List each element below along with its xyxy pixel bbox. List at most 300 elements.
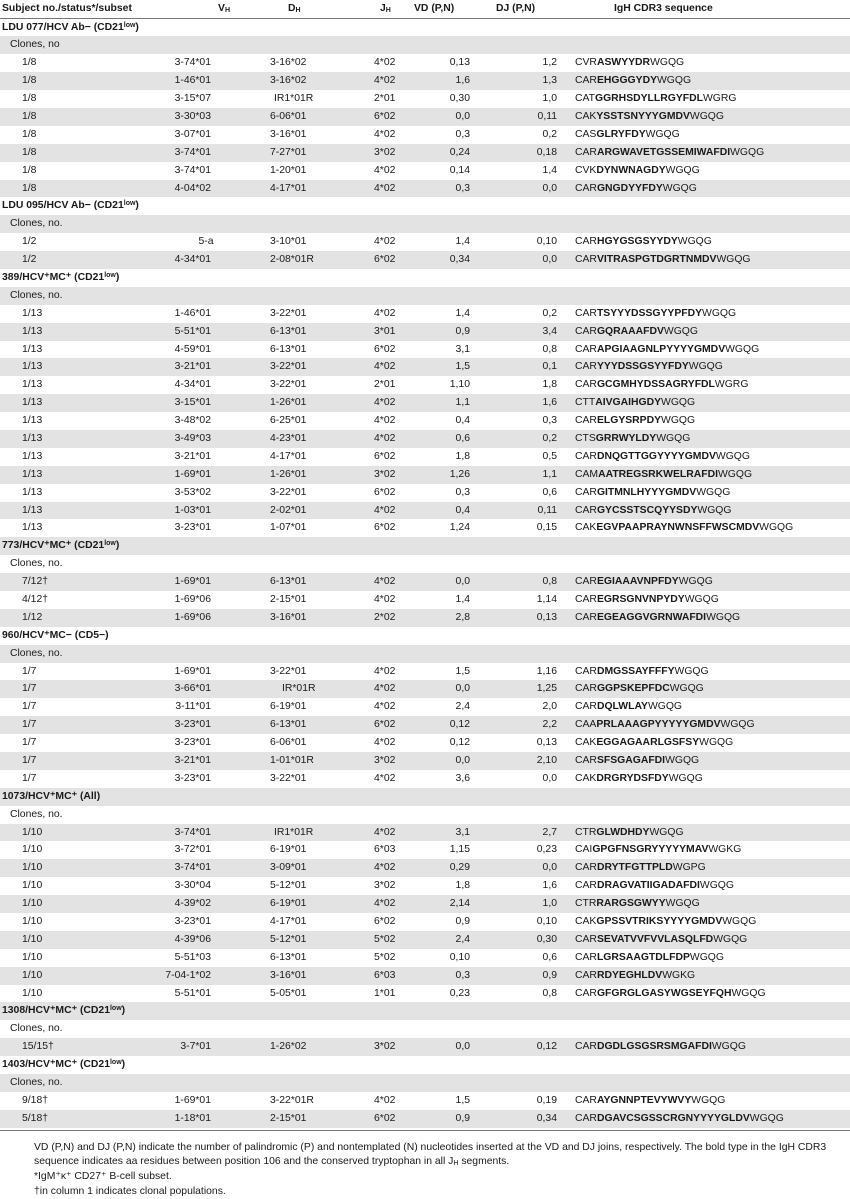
- cdr3-core: GRRWYLDY: [596, 433, 656, 444]
- jh-gene: 4*02: [374, 698, 395, 716]
- cdr3-sequence: [575, 985, 766, 1003]
- cdr3-sequence: [575, 466, 752, 484]
- vd-pn: 0,3: [456, 180, 470, 198]
- cdr3-sequence: [575, 609, 740, 627]
- dj-pn: 0,12: [537, 1038, 557, 1056]
- clone-fraction: 1/7: [22, 698, 36, 716]
- vh-gene: 3-30*03: [175, 108, 211, 126]
- cdr3-suffix: WGQG: [706, 612, 740, 623]
- cdr3-sequence: [575, 824, 684, 842]
- group-title-tail: ): [116, 272, 119, 283]
- cdr3-suffix: WGKG: [662, 970, 695, 981]
- vh-gene: 4-34*01: [175, 376, 211, 394]
- clone-fraction: 1/13: [22, 430, 42, 448]
- jh-gene: 4*02: [374, 180, 395, 198]
- clone-fraction: 1/7: [22, 752, 36, 770]
- cdr3-suffix: WGQG: [750, 1113, 784, 1124]
- cdr3-prefix: CAR: [575, 612, 597, 623]
- vh-gene: 5-51*01: [175, 985, 211, 1003]
- vh-gene: 4-39*06: [175, 931, 211, 949]
- cdr3-sequence: [575, 108, 724, 126]
- vd-pn: 0,12: [450, 716, 470, 734]
- clones-label-row: [0, 215, 850, 233]
- vh-gene: 1-18*01: [175, 1110, 211, 1128]
- clone-fraction: 1/2: [22, 233, 36, 251]
- footnote-dagger: †in column 1 indicates clonal populations.: [22, 1185, 832, 1199]
- cdr3-sequence: [575, 967, 695, 985]
- table-row: [0, 394, 850, 412]
- table-row: [0, 824, 850, 842]
- vh-gene: 3-23*01: [175, 770, 211, 788]
- vh-gene: 1-03*01: [175, 502, 211, 520]
- table-row: [0, 162, 850, 180]
- cdr3-core: DYNWNAGDY: [596, 165, 665, 176]
- cdr3-suffix: WGQG: [657, 75, 691, 86]
- vd-pn: 0,14: [450, 162, 470, 180]
- cdr3-prefix: CTT: [575, 397, 595, 408]
- cdr3-core: LGRSAAGTDLFDP: [597, 952, 690, 963]
- vd-pn: 0,10: [450, 949, 470, 967]
- cdr3-suffix: WGKG: [708, 844, 741, 855]
- group-title: [0, 788, 850, 806]
- dh-gene: 6-19*01: [270, 698, 306, 716]
- cdr3-suffix: WGQG: [663, 183, 697, 194]
- clones-label-row: [0, 287, 850, 305]
- clone-fraction: 1/13: [22, 394, 42, 412]
- cdr3-prefix: CAR: [575, 701, 597, 712]
- cdr3-suffix: WGQG: [702, 308, 736, 319]
- dh-gene: 3-22*01R: [270, 1092, 314, 1110]
- jh-gene: 4*02: [374, 430, 395, 448]
- cdr3-suffix: WGQG: [646, 129, 680, 140]
- group-title: [0, 1002, 850, 1020]
- cdr3-core: DRAGVATIIGADAFDI: [597, 880, 700, 891]
- clone-fraction: 1/10: [22, 859, 42, 877]
- cdr3-sequence: [575, 752, 699, 770]
- group-title-text: LDU 095/HCV Ab− (CD21: [2, 200, 124, 211]
- cdr3-sequence: [575, 412, 695, 430]
- table-row: [0, 573, 850, 591]
- cdr3-suffix: WGQG: [721, 719, 755, 730]
- dj-pn: 1,25: [537, 680, 557, 698]
- dj-pn: 1,0: [543, 90, 557, 108]
- cdr3-sequence: [575, 913, 756, 931]
- jh-gene: 4*02: [374, 305, 395, 323]
- cdr3-prefix: CTS: [575, 433, 596, 444]
- vh-gene: 3-49*03: [175, 430, 211, 448]
- cdr3-suffix: WGQG: [665, 755, 699, 766]
- jh-gene: 4*02: [374, 54, 395, 72]
- clones-label-row: [0, 36, 850, 54]
- dj-pn: 0,11: [538, 108, 557, 126]
- jh-gene: 4*02: [374, 394, 395, 412]
- table-row: [0, 1038, 850, 1056]
- table-row: [0, 698, 850, 716]
- clone-fraction: 1/13: [22, 358, 42, 376]
- dj-pn: 1,0: [543, 895, 557, 913]
- clones-label: Clones, no.: [10, 809, 63, 820]
- table-row: [0, 484, 850, 502]
- jh-gene: 4*02: [374, 824, 395, 842]
- vh-gene: 3-21*01: [175, 752, 211, 770]
- jh-gene: 4*02: [374, 591, 395, 609]
- clone-fraction: 1/13: [22, 519, 42, 537]
- vh-gene: 1-69*01: [175, 1092, 211, 1110]
- cdr3-core: DQLWLAY: [597, 701, 648, 712]
- jh-gene: 6*02: [374, 1110, 395, 1128]
- jh-gene: 3*02: [374, 752, 395, 770]
- table-row: [0, 859, 850, 877]
- cdr3-sequence: [575, 144, 764, 162]
- cdr3-core: GFGRGLGASYWGSEYFQH: [597, 988, 732, 999]
- vh-gene: 3-07*01: [175, 126, 211, 144]
- jh-gene: 6*02: [374, 448, 395, 466]
- vd-pn: 0,3: [456, 126, 470, 144]
- cdr3-sequence: [575, 1038, 746, 1056]
- dj-pn: 0,6: [543, 949, 557, 967]
- vh-gene: 1-69*01: [175, 663, 211, 681]
- table-row: [0, 519, 850, 537]
- table-row: [0, 90, 850, 108]
- dj-pn: 2,0: [543, 698, 557, 716]
- cdr3-suffix: WGQG: [679, 576, 713, 587]
- clones-label-row: [0, 1020, 850, 1038]
- clone-fraction: 1/13: [22, 376, 42, 394]
- jh-gene: 3*02: [374, 877, 395, 895]
- dj-pn: 0,3: [543, 412, 557, 430]
- cdr3-suffix: WGQG: [759, 522, 793, 533]
- cdr3-sequence: [575, 484, 730, 502]
- cdr3-suffix: WGQG: [691, 1095, 725, 1106]
- vh-gene: 1-69*06: [175, 591, 211, 609]
- vd-pn: 0,13: [450, 54, 470, 72]
- vd-pn: 0,9: [456, 323, 470, 341]
- clones-label: Clones, no.: [10, 1023, 63, 1034]
- cdr3-prefix: CAR: [575, 1095, 597, 1106]
- cdr3-core: AATREGSRKWELRAFDI: [598, 469, 718, 480]
- cdr3-core: EGVPAAPRAYNWNSFFWSCMDV: [596, 522, 759, 533]
- group-title: [0, 269, 850, 287]
- cdr3-suffix: WGQG: [725, 344, 759, 355]
- dh-gene: 4-17*01: [270, 913, 306, 931]
- clones-label: Clones, no.: [10, 1077, 63, 1088]
- cdr3-core: HGYGSGSYYDY: [597, 236, 678, 247]
- vh-gene: 3-66*01: [175, 680, 211, 698]
- vd-pn: 0,3: [456, 484, 470, 502]
- clone-fraction: 1/10: [22, 895, 42, 913]
- jh-gene: 4*02: [374, 734, 395, 752]
- cdr3-prefix: CAR: [575, 254, 597, 265]
- clone-fraction: 15/15†: [22, 1038, 54, 1056]
- dj-pn: 0,2: [543, 430, 557, 448]
- group-title: [0, 19, 850, 37]
- cdr3-prefix: CAR: [575, 988, 597, 999]
- cdr3-suffix: WGQG: [648, 701, 682, 712]
- clone-fraction: 1/12: [22, 609, 42, 627]
- cdr3-sequence: [575, 1092, 725, 1110]
- clone-fraction: 1/10: [22, 824, 42, 842]
- group-title-sup: low: [110, 1005, 122, 1012]
- dh-gene: 2-08*01R: [270, 251, 314, 269]
- clone-fraction: 1/13: [22, 305, 42, 323]
- clone-fraction: 1/7: [22, 663, 36, 681]
- cdr3-suffix: WGRG: [703, 93, 736, 104]
- clone-fraction: 1/8: [22, 126, 36, 144]
- cdr3-suffix: WGQG: [661, 397, 695, 408]
- cdr3-prefix: CAR: [575, 236, 597, 247]
- dh-gene: 3-22*01: [270, 376, 306, 394]
- cdr3-sequence: [575, 573, 713, 591]
- table-row: [0, 466, 850, 484]
- cdr3-suffix: WGQG: [718, 469, 752, 480]
- clone-fraction: 1/8: [22, 90, 36, 108]
- cdr3-suffix: WGPG: [673, 862, 706, 873]
- clone-fraction: 1/10: [22, 913, 42, 931]
- clones-label-row: [0, 806, 850, 824]
- clones-label: Clones, no.: [10, 218, 63, 229]
- vd-pn: 0,4: [456, 412, 470, 430]
- cdr3-suffix: WGQG: [713, 934, 747, 945]
- dj-pn: 0,15: [537, 519, 557, 537]
- vd-pn: 0,0: [456, 573, 470, 591]
- vh-gene: 4-39*02: [175, 895, 211, 913]
- vh-gene: 3-74*01: [175, 824, 211, 842]
- cdr3-sequence: [575, 90, 736, 108]
- cdr3-suffix: WGQG: [712, 1041, 746, 1052]
- vd-pn: 0,9: [456, 1110, 470, 1128]
- cdr3-prefix: CAR: [575, 576, 597, 587]
- vh-gene: 3-21*01: [175, 448, 211, 466]
- dh-gene: 1-26*01: [270, 394, 306, 412]
- table-row: [0, 716, 850, 734]
- cdr3-suffix: WGQG: [689, 361, 723, 372]
- cdr3-suffix: WGQG: [649, 827, 683, 838]
- cdr3-core: YYYDSSGSYYFDY: [597, 361, 689, 372]
- vh-gene: 5-51*01: [175, 323, 211, 341]
- vd-pn: 0,34: [450, 251, 470, 269]
- cdr3-core: GQRAAAFDV: [597, 326, 664, 337]
- cdr3-core: ARGWAVETGSSEMIWAFDI: [597, 147, 730, 158]
- cdr3-suffix: WGQG: [661, 415, 695, 426]
- jh-gene: 4*02: [374, 126, 395, 144]
- cdr3-core: GGRHSDYLLRGYFDL: [595, 93, 703, 104]
- group-title-text: 1073/HCV⁺MC⁺ (All): [2, 791, 100, 802]
- dj-pn: 0,8: [543, 341, 557, 359]
- cdr3-sequence: [575, 1110, 784, 1128]
- cdr3-prefix: CVR: [575, 57, 597, 68]
- table-row: [0, 770, 850, 788]
- group-title-sup: low: [124, 22, 136, 29]
- cdr3-sequence: [575, 376, 748, 394]
- cdr3-sequence: [575, 126, 680, 144]
- group-title-text: 960/HCV⁺MC− (CD5−): [2, 630, 109, 641]
- dj-pn: 0,10: [537, 913, 557, 931]
- cdr3-prefix: CAR: [575, 666, 597, 677]
- jh-gene: 4*02: [374, 770, 395, 788]
- clone-fraction: 1/13: [22, 412, 42, 430]
- dh-gene: 6-13*01: [270, 949, 306, 967]
- cdr3-prefix: CAR: [575, 1041, 597, 1052]
- table-body: [0, 19, 850, 1128]
- dj-pn: 0,0: [543, 180, 557, 198]
- clone-fraction: 1/13: [22, 466, 42, 484]
- vd-pn: 1,5: [456, 1092, 470, 1110]
- table-row: [0, 412, 850, 430]
- cdr3-suffix: WGQG: [675, 666, 709, 677]
- cdr3-sequence: [575, 448, 750, 466]
- cdr3-sequence: [575, 949, 724, 967]
- dj-pn: 2,7: [543, 824, 557, 842]
- table-row: [0, 931, 850, 949]
- vd-pn: 0,0: [456, 680, 470, 698]
- cdr3-suffix: WGQG: [664, 326, 698, 337]
- dh-gene: 5-05*01: [270, 985, 306, 1003]
- dh-gene: 3-22*01: [270, 484, 306, 502]
- vd-pn: 2,4: [456, 698, 470, 716]
- table-row: [0, 1092, 850, 1110]
- clone-fraction: 4/12†: [22, 591, 48, 609]
- cdr3-sequence: [575, 841, 741, 859]
- dh-gene: 6-13*01: [270, 341, 306, 359]
- table-row: [0, 913, 850, 931]
- jh-gene: 6*02: [374, 108, 395, 126]
- cdr3-sequence: [575, 734, 733, 752]
- vd-pn: 1,26: [450, 466, 470, 484]
- vh-gene: 5-51*03: [175, 949, 211, 967]
- vh-gene: 3-11*01: [175, 698, 211, 716]
- table-row: [0, 72, 850, 90]
- vd-pn: 1,5: [456, 663, 470, 681]
- cdr3-prefix: CAR: [575, 505, 597, 516]
- dj-pn: 0,1: [543, 358, 557, 376]
- table-row: [0, 448, 850, 466]
- cdr3-suffix: WGQG: [690, 952, 724, 963]
- jh-gene: 6*02: [374, 251, 395, 269]
- cdr3-sequence: [575, 680, 704, 698]
- clones-label: Clones, no.: [10, 648, 63, 659]
- jh-gene: 6*03: [374, 967, 395, 985]
- dh-gene: 6-19*01: [270, 841, 306, 859]
- cdr3-prefix: CAR: [575, 880, 597, 891]
- cdr3-sequence: [575, 895, 700, 913]
- cdr3-prefix: CAR: [575, 361, 597, 372]
- vd-pn: 1,1: [456, 394, 470, 412]
- cdr3-suffix: WGQG: [669, 773, 703, 784]
- cdr3-prefix: CAR: [575, 934, 597, 945]
- clone-fraction: 1/8: [22, 54, 36, 72]
- dh-gene: 3-22*01: [270, 358, 306, 376]
- cdr3-prefix: CAI: [575, 844, 592, 855]
- cdr3-core: EGEAGGVGRNWAFDI: [597, 612, 706, 623]
- cdr3-core: DGDLGSGSRSMGAFDI: [597, 1041, 712, 1052]
- header-vh: $V_H$: [218, 0, 230, 18]
- header-cdr3: IgH CDR3 sequence: [614, 0, 713, 18]
- cdr3-prefix: CAR: [575, 308, 597, 319]
- jh-gene: 4*02: [374, 502, 395, 520]
- group-title: [0, 197, 850, 215]
- cdr3-suffix: WGQG: [700, 880, 734, 891]
- cdr3-sequence: [575, 859, 706, 877]
- cdr3-prefix: CAR: [575, 451, 597, 462]
- group-title-sup: low: [104, 540, 116, 547]
- cdr3-core: EGGAGAARLGSFSY: [596, 737, 699, 748]
- vd-pn: 1,6: [456, 72, 470, 90]
- dj-pn: 1,3: [543, 72, 557, 90]
- cdr3-prefix: CAK: [575, 522, 596, 533]
- header-subject: Subject no./status*/subset: [2, 0, 132, 18]
- table-row: [0, 663, 850, 681]
- dh-gene: 6-06*01: [270, 108, 306, 126]
- cdr3-core: GLRYFDY: [596, 129, 645, 140]
- vd-pn: 0,30: [450, 90, 470, 108]
- vd-pn: 3,1: [456, 824, 470, 842]
- group-title-text: 1308/HCV⁺MC⁺ (CD21: [2, 1005, 110, 1016]
- group-title-text: 389/HCV⁺MC⁺ (CD21: [2, 272, 104, 283]
- table-row: [0, 305, 850, 323]
- vh-gene: 4-34*01: [175, 251, 211, 269]
- group-title: [0, 537, 850, 555]
- dh-gene: 5-12*01: [270, 877, 306, 895]
- dj-pn: 0,30: [537, 931, 557, 949]
- cdr3-suffix: WGQG: [666, 898, 700, 909]
- table-row: [0, 680, 850, 698]
- dh-gene: 3-10*01: [270, 233, 306, 251]
- header-dh: $D_H$: [288, 0, 301, 18]
- group-title-text: 773/HCV⁺MC⁺ (CD21: [2, 540, 104, 551]
- cdr3-core: DMGSSAYFFFY: [597, 666, 675, 677]
- dj-pn: 0,9: [543, 967, 557, 985]
- cdr3-prefix: CAR: [575, 970, 597, 981]
- jh-gene: 4*02: [374, 859, 395, 877]
- cdr3-sequence: [575, 180, 697, 198]
- vh-gene: 3-30*04: [175, 877, 211, 895]
- cdr3-prefix: CAR: [575, 952, 597, 963]
- vh-gene: 1-69*01: [175, 466, 211, 484]
- cdr3-core: DNQGTTGGYYYYGMDV: [597, 451, 716, 462]
- vd-pn: 0,23: [450, 985, 470, 1003]
- clones-label-row: [0, 1074, 850, 1092]
- jh-gene: 6*02: [374, 716, 395, 734]
- dj-pn: 0,2: [543, 305, 557, 323]
- cdr3-sequence: [575, 251, 751, 269]
- header-vd: VD (P,N): [414, 0, 454, 18]
- group-title: [0, 1056, 850, 1074]
- jh-gene: 6*02: [374, 519, 395, 537]
- jh-gene: 4*02: [374, 663, 395, 681]
- cdr3-suffix: WGQG: [722, 916, 756, 927]
- table-row: [0, 967, 850, 985]
- cdr3-prefix: CTR: [575, 827, 596, 838]
- dh-gene: 6-19*01: [270, 895, 306, 913]
- table-row: [0, 341, 850, 359]
- jh-gene: 4*02: [374, 680, 395, 698]
- group-title-tail: ): [116, 540, 119, 551]
- dj-pn: 1,6: [543, 877, 557, 895]
- cdr3-sequence: [575, 305, 736, 323]
- cdr3-core: YSSTSNYYYGMDV: [596, 111, 690, 122]
- vh-gene: 3-53*02: [175, 484, 211, 502]
- cdr3-prefix: CAR: [575, 183, 597, 194]
- clone-fraction: 1/2: [22, 251, 36, 269]
- dh-gene: 3-16*02: [270, 72, 306, 90]
- dj-pn: 2,10: [537, 752, 557, 770]
- vh-gene: 3-23*01: [175, 734, 211, 752]
- group-title-sup: low: [104, 272, 116, 279]
- clones-label: Clones, no: [10, 39, 60, 50]
- vd-pn: 3,1: [456, 341, 470, 359]
- clone-fraction: 1/10: [22, 877, 42, 895]
- dh-gene: 6-06*01: [270, 734, 306, 752]
